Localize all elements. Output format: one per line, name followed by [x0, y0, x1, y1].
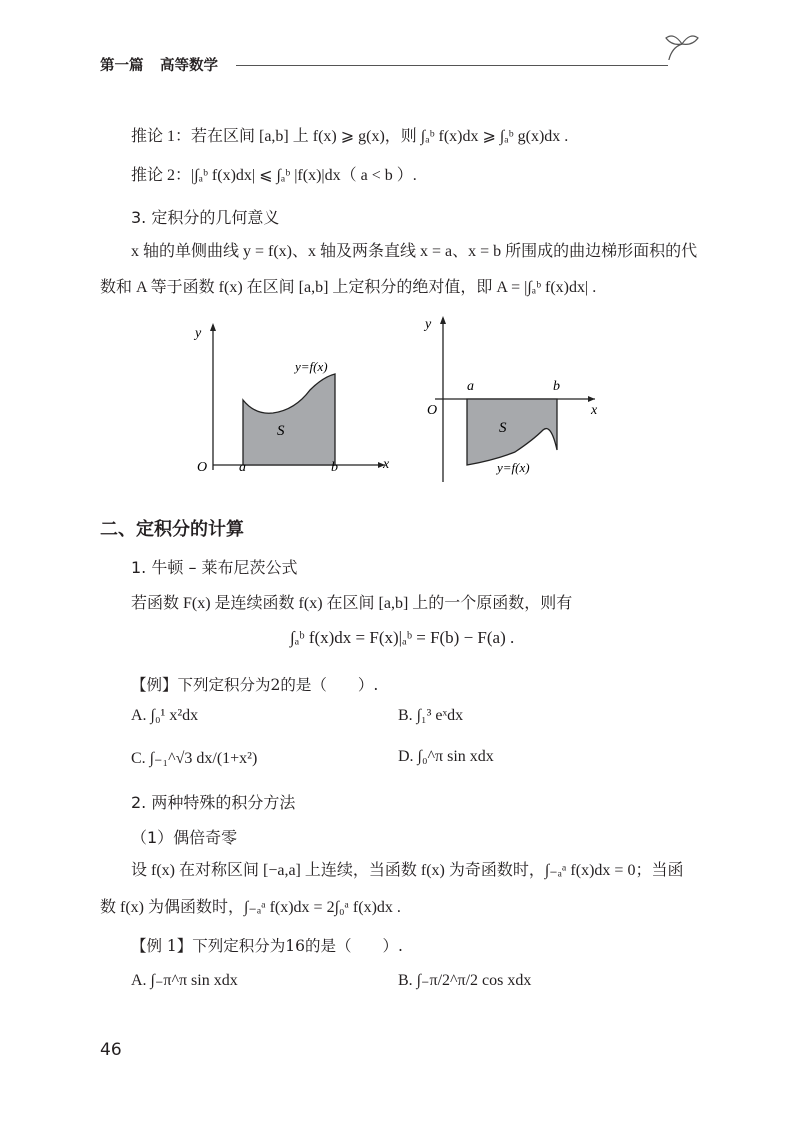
left-b-label: b [331, 460, 338, 475]
left-x-label: x [383, 457, 390, 472]
header-rule [236, 65, 668, 66]
option-c: C. ∫₋₁^√3 dx/(1+x²) [131, 750, 258, 767]
page-number: 46 [100, 1040, 122, 1060]
example-1-prompt: 【例 1】下列定积分为16的是（ ）. [131, 937, 403, 955]
right-area-region [467, 399, 557, 465]
left-area-region [243, 374, 335, 465]
geometric-meaning-line-1: x 轴的单侧曲线 y = f(x)、x 轴及两条直线 x = a、x = b 所围成的曲边梯形面积的代 [131, 243, 698, 260]
right-a-label: a [467, 379, 474, 394]
subsection-odd-even: （1）偶倍奇零 [131, 828, 238, 847]
newton-leibniz-text: 若函数 F(x) 是连续函数 f(x) 在区间 [a,b] 上的一个原函数，则有 [131, 595, 573, 612]
right-x-arrow [588, 396, 595, 402]
figure-right [415, 310, 615, 485]
subsection-special-methods: 2. 两种特殊的积分方法 [131, 793, 296, 812]
right-y-arrow [440, 316, 446, 324]
option-d: D. ∫₀^π sin xdx [398, 748, 494, 765]
corollary-1: 推论 1：若在区间 [a,b] 上 f(x) ⩾ g(x)，则 ∫ₐᵇ f(x)dx ⩾ ∫ₐᵇ g(x)dx . [131, 128, 569, 145]
right-origin-label: O [427, 403, 438, 418]
subsection-3-title: 3. 定积分的几何意义 [131, 208, 280, 227]
right-b-label: b [553, 379, 560, 394]
odd-even-line-1: 设 f(x) 在对称区间 [−a,a] 上连续，当函数 f(x) 为奇函数时，∫₋ₐᵃ f(x)dx = 0；当函 [131, 862, 684, 879]
left-area-label: S [277, 423, 285, 439]
sprout-icon [664, 30, 700, 60]
running-header-section: 第一篇 [100, 58, 144, 74]
odd-even-line-2: 数 f(x) 为偶函数时，∫₋ₐᵃ f(x)dx = 2∫₀ᵃ f(x)dx . [100, 899, 401, 916]
right-curve-label: y=f(x) [497, 460, 530, 475]
example-1-option-a: A. ∫₋π^π sin xdx [131, 972, 238, 989]
option-b: B. ∫₁³ eˣdx [398, 707, 464, 724]
right-y-label: y [425, 317, 432, 332]
left-origin-label: O [197, 460, 208, 475]
example-1-option-b: B. ∫₋π/2^π/2 cos xdx [398, 972, 532, 989]
corollary-2: 推论 2：|∫ₐᵇ f(x)dx| ⩽ ∫ₐᵇ |f(x)|dx（ a < b ）. [131, 167, 417, 184]
figure-left [185, 315, 395, 485]
right-area-label: S [499, 420, 507, 436]
right-x-label: x [591, 403, 598, 418]
left-curve-label: y=f(x) [295, 359, 328, 374]
geometric-meaning-line-2: 数和 A 等于函数 f(x) 在区间 [a,b] 上定积分的绝对值，即 A = |∫ₐᵇ f(x)dx| . [100, 279, 597, 296]
left-a-label: a [239, 460, 246, 475]
example-prompt: 【例】下列定积分为2的是（ ）. [131, 676, 379, 694]
left-y-arrow [210, 323, 216, 331]
left-y-label: y [195, 326, 202, 341]
subsection-newton-leibniz: 1. 牛顿 – 莱布尼茨公式 [131, 558, 298, 577]
running-header-title: 高等数学 [160, 58, 218, 74]
newton-leibniz-formula: ∫ₐᵇ f(x)dx = F(x)|ₐᵇ = F(b) − F(a) . [290, 628, 515, 647]
section-2-title: 二、定积分的计算 [100, 519, 244, 540]
option-a: A. ∫₀¹ x²dx [131, 707, 199, 724]
